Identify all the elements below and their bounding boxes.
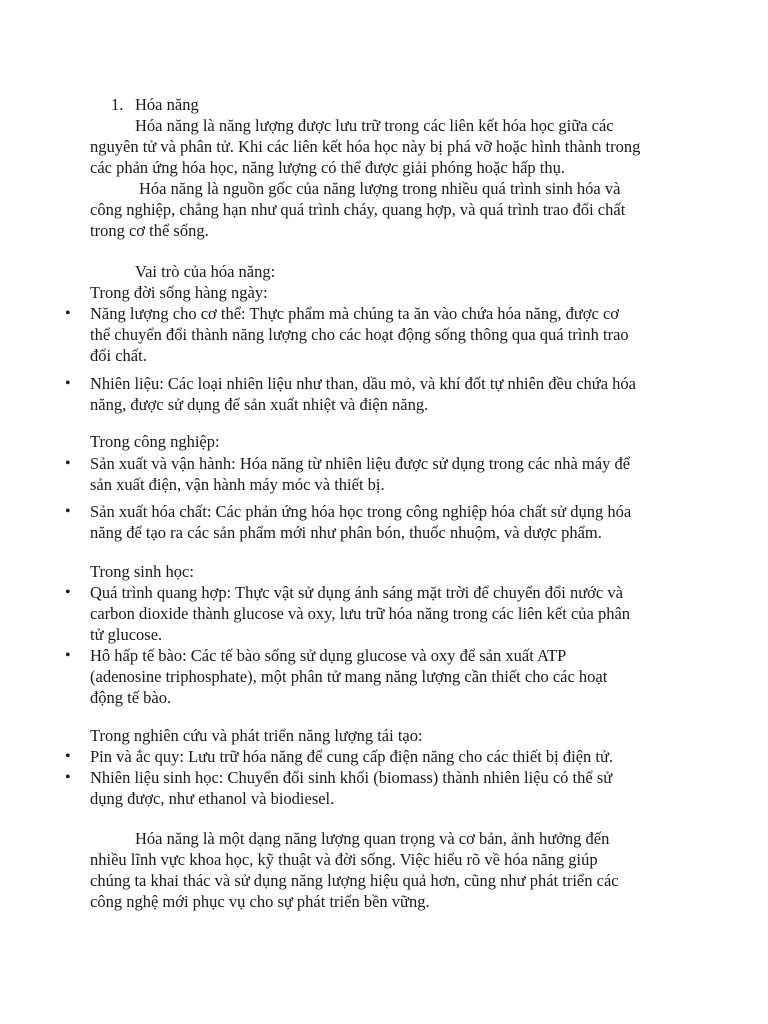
section-number: 1. xyxy=(111,95,124,114)
biology-item2-line1: Hô hấp tế bào: Các tế bào sống sử dụng glucose và oxy để sản xuất ATP xyxy=(90,646,567,665)
industry-item2-line2: năng để tạo ra các sản phẩm mới như phân bón, thuốc nhuộm, và dược phẩm. xyxy=(90,523,602,542)
biology-item2-line2: (adenosine triphosphate), một phân tử mang năng lượng cần thiết cho các hoạt xyxy=(90,667,608,686)
conclusion-line1: Hóa năng là một dạng năng lượng quan trọng và cơ bản, ảnh hưởng đến xyxy=(135,829,610,848)
intro-p1-line1: Hóa năng là năng lượng được lưu trữ trong các liên kết hóa học giữa các xyxy=(135,116,614,135)
research-item1-line1: Pin và ắc quy: Lưu trữ hóa năng để cung cấp điện năng cho các thiết bị điện tử. xyxy=(90,747,614,766)
bullet-biology-2: • xyxy=(65,647,71,664)
industry-heading: Trong công nghiệp: xyxy=(90,432,220,451)
research-item2-line1: Nhiên liệu sinh học: Chuyển đổi sinh khối (biomass) thành nhiên liệu có thể sử xyxy=(90,768,613,787)
roles-heading: Vai trò của hóa năng: xyxy=(135,262,276,281)
bullet-biology-1: • xyxy=(65,584,71,601)
research-heading: Trong nghiên cứu và phát triển năng lượng tái tạo: xyxy=(90,726,423,745)
conclusion-line3: chúng ta khai thác và sử dụng năng lượng hiệu quả hơn, cũng như phát triển các xyxy=(90,871,619,890)
intro-p1-line2: nguyên tử và phân tử. Khi các liên kết hóa học này bị phá vỡ hoặc hình thành trong xyxy=(90,137,641,156)
conclusion-line4: công nghệ mới phục vụ cho sự phát triển bền vững. xyxy=(90,892,430,911)
daily-item2-line1: Nhiên liệu: Các loại nhiên liệu như than, dầu mỏ, và khí đốt tự nhiên đều chứa hóa xyxy=(90,374,636,393)
intro-p1-line3: các phản ứng hóa học, năng lượng có thể được giải phóng hoặc hấp thụ. xyxy=(90,158,565,177)
industry-item1-line2: sản xuất điện, vận hành máy móc và thiết bị. xyxy=(90,475,385,494)
section-title: Hóa năng xyxy=(135,95,199,114)
bullet-research-2: • xyxy=(65,769,71,786)
industry-item2-line1: Sản xuất hóa chất: Các phản ứng hóa học trong công nghiệp hóa chất sử dụng hóa xyxy=(90,502,632,521)
biology-item2-line3: động tế bào. xyxy=(90,688,172,707)
industry-item1-line1: Sản xuất và vận hành: Hóa năng từ nhiên liệu được sử dụng trong các nhà máy để xyxy=(90,454,631,473)
intro-p2-line2: công nghiệp, chẳng hạn như quá trình cháy, quang hợp, và quá trình trao đổi chất xyxy=(90,200,626,219)
bullet-daily-1: • xyxy=(65,305,71,322)
bullet-research-1: • xyxy=(65,748,71,765)
intro-p2-line3: trong cơ thể sống. xyxy=(90,221,209,240)
daily-item1-line3: đổi chất. xyxy=(90,346,147,365)
intro-p2-line1: Hóa năng là nguồn gốc của năng lượng trong nhiều quá trình sinh hóa và xyxy=(139,179,621,198)
biology-item1-line1: Quá trình quang hợp: Thực vật sử dụng ánh sáng mặt trời để chuyển đổi nước và xyxy=(90,583,623,602)
research-item2-line2: dụng được, như ethanol và biodiesel. xyxy=(90,789,335,808)
bullet-industry-1: • xyxy=(65,455,71,472)
conclusion-line2: nhiều lĩnh vực khoa học, kỹ thuật và đời sống. Việc hiểu rõ về hóa năng giúp xyxy=(90,850,598,869)
daily-item2-line2: năng, được sử dụng để sản xuất nhiệt và điện năng. xyxy=(90,395,429,414)
daily-heading: Trong đời sống hàng ngày: xyxy=(90,283,268,302)
biology-heading: Trong sinh học: xyxy=(90,562,194,581)
bullet-daily-2: • xyxy=(65,375,71,392)
biology-item1-line2: carbon dioxide thành glucose và oxy, lưu trữ hóa năng trong các liên kết của phân xyxy=(90,604,631,623)
bullet-industry-2: • xyxy=(65,503,71,520)
daily-item1-line2: thể chuyển đổi thành năng lượng cho các hoạt động sống thông qua quá trình trao xyxy=(90,325,629,344)
daily-item1-line1: Năng lượng cho cơ thể: Thực phẩm mà chúng ta ăn vào chứa hóa năng, được cơ xyxy=(90,304,619,323)
biology-item1-line3: tử glucose. xyxy=(90,625,163,644)
